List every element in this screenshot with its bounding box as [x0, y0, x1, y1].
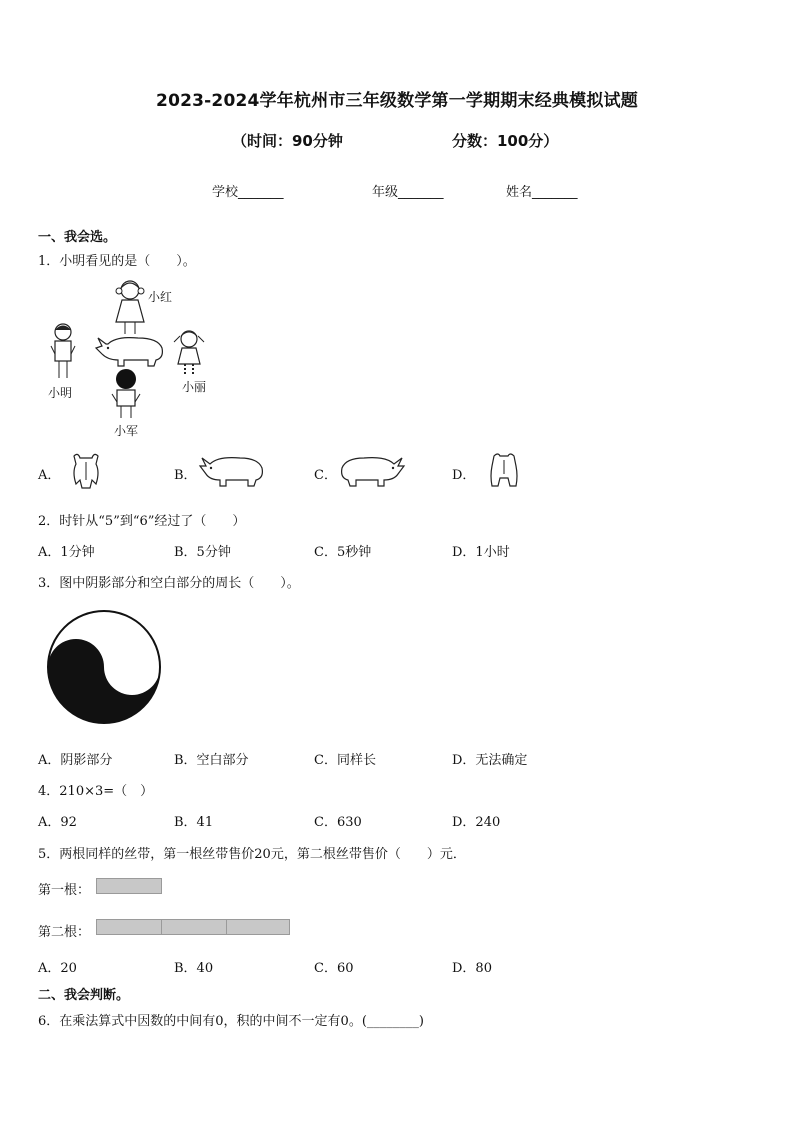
q4-option-a[interactable]: A．92 — [38, 815, 77, 830]
q3-option-a[interactable]: A．阴影部分 — [38, 753, 113, 768]
q1-option-a[interactable]: A． — [38, 468, 61, 483]
girl-xiaoli-icon — [172, 328, 206, 378]
q3-option-b[interactable]: B．空白部分 — [174, 753, 249, 768]
ribbon-1-bar — [96, 878, 162, 894]
question-4-text: 4．210×3=（ ） — [38, 784, 154, 799]
question-2-text: 2．时针从“5”到“6”经过了（ ） — [38, 514, 246, 529]
rhino-facing-left-icon — [198, 452, 264, 490]
boy-xiaojun-icon — [108, 368, 144, 420]
ribbon-2-bar — [96, 919, 290, 935]
q1-option-c[interactable]: C． — [314, 468, 337, 483]
q4-option-b[interactable]: B．41 — [174, 815, 214, 830]
school-field[interactable]: 学校_______ — [212, 185, 284, 200]
rhino-facing-right-icon — [340, 452, 406, 490]
rhino-back-view-icon — [486, 450, 522, 490]
yin-yang-figure — [46, 609, 162, 725]
ribbon-2-divider — [161, 920, 162, 934]
q3-option-d[interactable]: D．无法确定 — [452, 753, 528, 768]
question-1-text: 1．小明看见的是（ ）。 — [38, 254, 196, 269]
grade-field[interactable]: 年级_______ — [372, 185, 444, 200]
q2-option-b[interactable]: B．5分钟 — [174, 545, 231, 560]
question-6-text: 6．在乘法算式中因数的中间有0，积的中间不一定有0。(________) — [38, 1014, 424, 1029]
q4-option-c[interactable]: C．630 — [314, 815, 362, 830]
q3-option-c[interactable]: C．同样长 — [314, 753, 376, 768]
q2-option-c[interactable]: C．5秒钟 — [314, 545, 372, 560]
section-heading-judge: 二、我会判断。 — [38, 988, 130, 1003]
section-heading-choice: 一、我会选。 — [38, 230, 117, 245]
name-xiaohong: 小红 — [148, 290, 173, 304]
name-field[interactable]: 姓名_______ — [506, 185, 578, 200]
q2-option-d[interactable]: D．1小时 — [452, 545, 510, 560]
question-5-text: 5．两根同样的丝带，第一根丝带售价20元，第二根丝带售价（ ）元． — [38, 847, 466, 862]
q2-option-a[interactable]: A．1分钟 — [38, 545, 95, 560]
q1-option-d[interactable]: D． — [452, 468, 476, 483]
name-xiaoming: 小明 — [48, 386, 73, 400]
name-xiaoli: 小丽 — [182, 380, 207, 394]
girl-xiaohong-icon — [110, 278, 150, 336]
q5-option-a[interactable]: A．20 — [38, 961, 77, 976]
ribbon-2-label: 第二根： — [38, 925, 91, 940]
name-xiaojun: 小军 — [114, 424, 139, 438]
q5-option-d[interactable]: D．80 — [452, 961, 492, 976]
q4-option-d[interactable]: D．240 — [452, 815, 501, 830]
ribbon-1-label: 第一根： — [38, 883, 91, 898]
rhino-front-view-icon — [66, 450, 106, 490]
question-3-text: 3．图中阴影部分和空白部分的周长（ ）。 — [38, 576, 300, 591]
time-limit: （时间：90分钟 — [232, 132, 343, 150]
q1-scene-illustration — [38, 276, 238, 442]
page-title: 2023-2024学年杭州市三年级数学第一学期期末经典模拟试题 — [156, 91, 638, 111]
q1-option-b[interactable]: B． — [174, 468, 197, 483]
q5-option-c[interactable]: C．60 — [314, 961, 354, 976]
rhino-center-icon — [94, 332, 166, 368]
total-score: 分数：100分） — [452, 132, 559, 150]
boy-xiaoming-icon — [48, 322, 78, 382]
ribbon-2-divider — [226, 920, 227, 934]
q5-option-b[interactable]: B．40 — [174, 961, 214, 976]
